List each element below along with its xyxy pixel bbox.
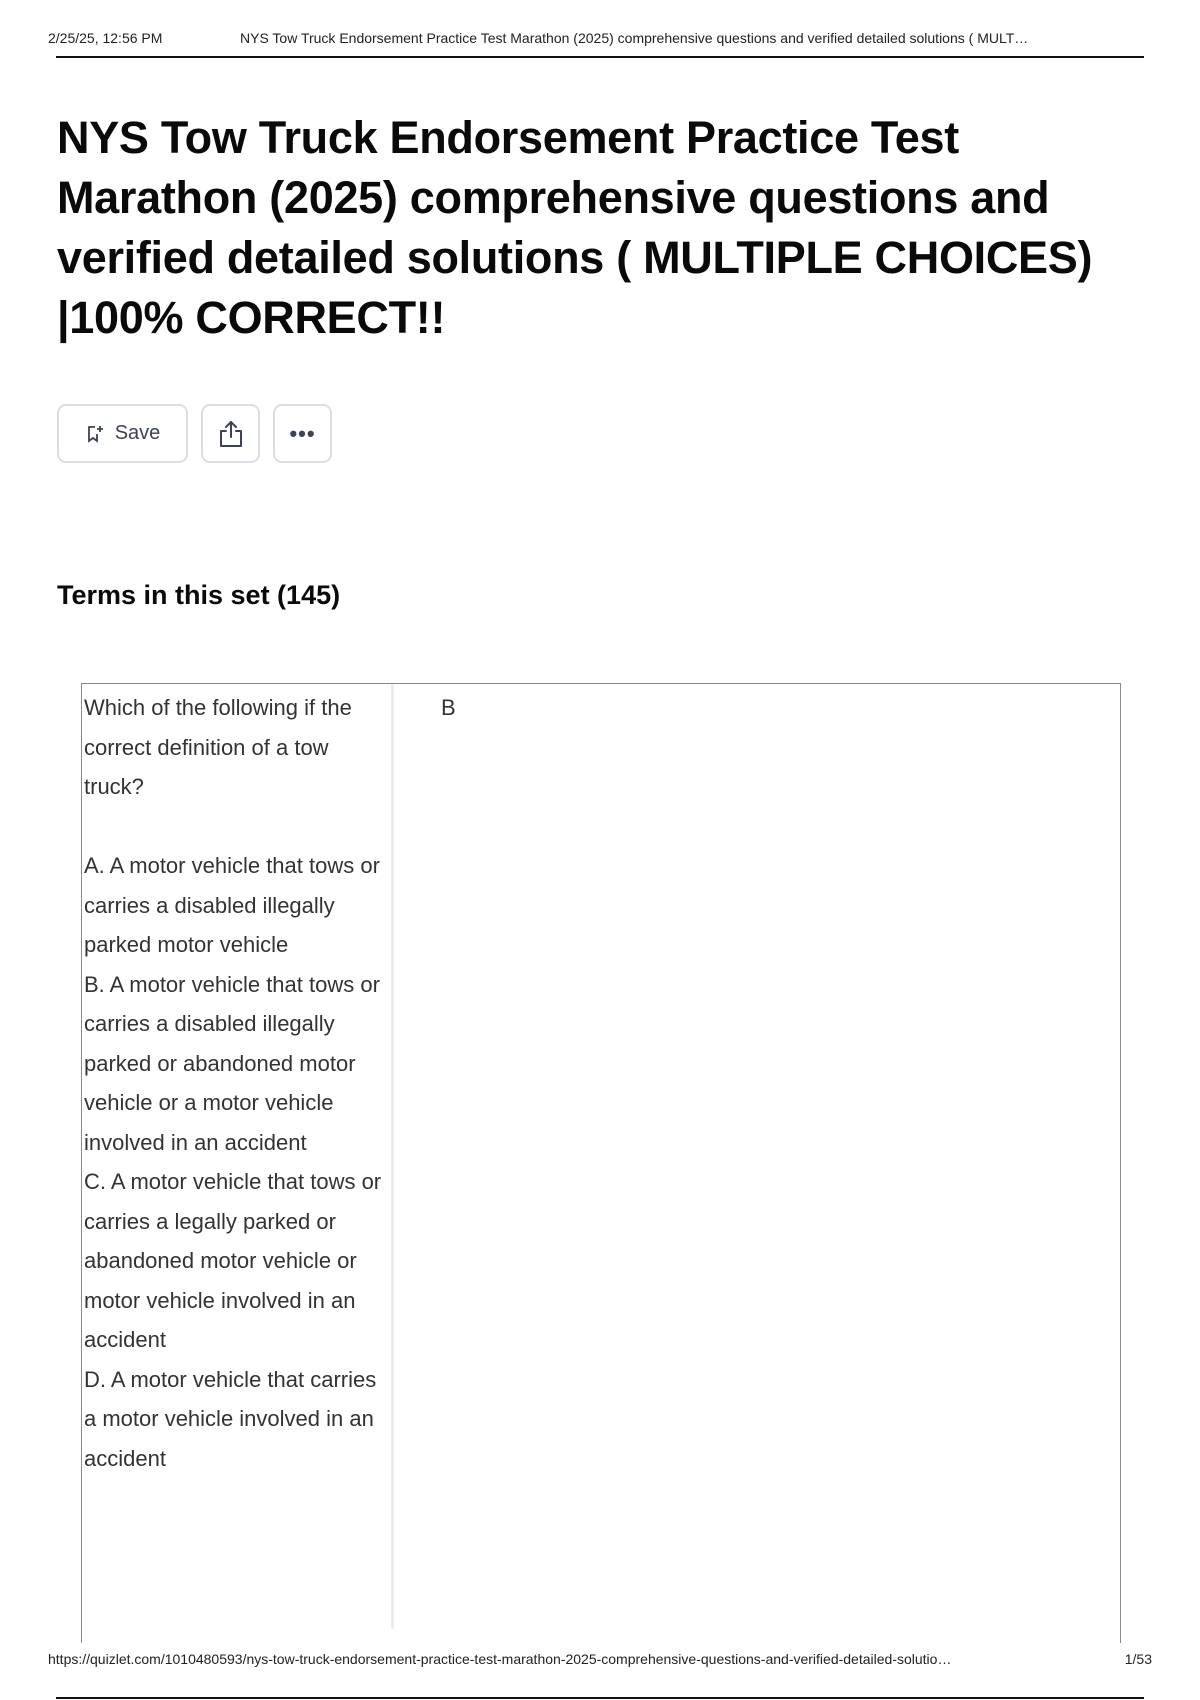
footer-rule (56, 1697, 1144, 1699)
print-header (48, 30, 1145, 46)
header-rule (56, 56, 1144, 58)
term-question: Which of the following if the correct definition of a tow truck? A. A motor vehicle that tows or carries a disabled illegally parked motor vehicle B. A motor vehicle that tows or carries a disabled illegally parked or abandoned motor vehicle or a motor vehicle involved in an accident C. A motor vehicle that tows or carries a legally parked or abandoned motor vehicle or motor vehicle involved in an accident D. A motor vehicle that carries a motor vehicle involved in an accident (84, 695, 382, 1471)
print-page-number: 1/53 (1124, 1651, 1152, 1667)
bookmark-plus-icon (85, 424, 105, 444)
save-button[interactable] (57, 404, 188, 463)
term-answer: B (441, 695, 456, 720)
toolbar (57, 404, 332, 463)
share-button[interactable] (201, 404, 260, 463)
share-icon (217, 419, 245, 449)
print-doc-title: NYS Tow Truck Endorsement Practice Test Marathon (2025) comprehensive questions and verified detailed solutions ( MULT… (240, 30, 1029, 46)
card-divider (391, 684, 394, 1629)
print-url: https://quizlet.com/1010480593/nys-tow-truck-endorsement-practice-test-marathon-2025-comprehensive-questions-and-verified-detailed-solutio… (48, 1651, 952, 1667)
save-label: Save (114, 422, 161, 444)
print-footer (48, 1651, 1152, 1667)
terms-heading: Terms in this set (145) (57, 580, 341, 610)
print-date: 2/25/25, 12:56 PM (48, 30, 163, 46)
term-card (81, 683, 1121, 1643)
more-icon: ••• (289, 420, 316, 446)
page-title: NYS Tow Truck Endorsement Practice Test Marathon (2025) comprehensive questions and verified detailed solutions ( MULTIPLE CHOICES) |100% CORRECT!! (57, 112, 1093, 343)
more-options-button[interactable] (273, 404, 332, 463)
